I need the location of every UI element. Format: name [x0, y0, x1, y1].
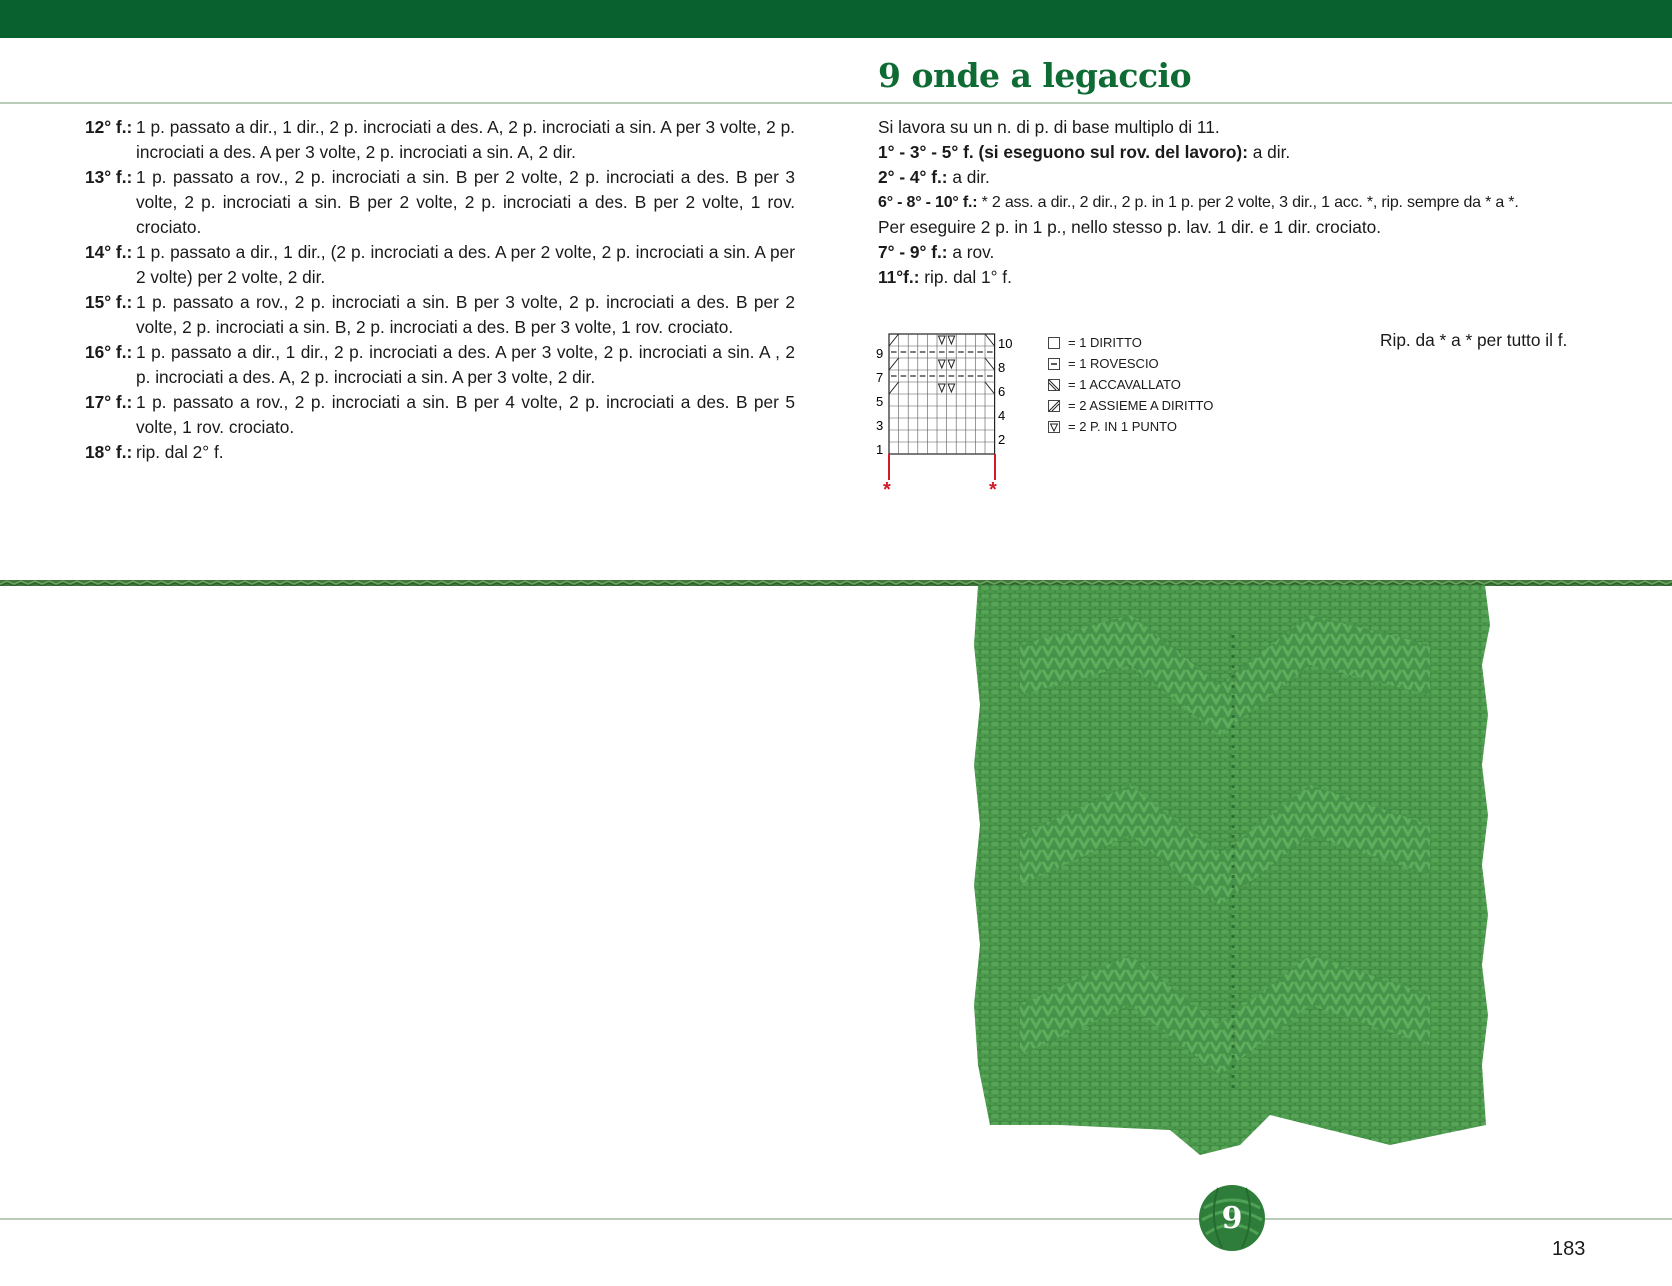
row-label: 12° f.:: [85, 117, 133, 137]
row-text: 1 p. passato a rov., 2 p. incrociati a sin. B per 2 volte, 2 p. incrociati a des. B per 3 volte, 2 p. incrociati a sin. B per 2 volte, 2 p. incrociati a des. B per 2 volte, 1 rov. crociato.: [136, 167, 795, 237]
legend-item: [1048, 332, 1213, 353]
row-text: a dir.: [1247, 142, 1291, 162]
row-label: 16° f.:: [85, 342, 133, 362]
row-text: 1 p. passato a dir., 1 dir., (2 p. incrociati a des. A per 2 volte, 2 p. incrociati a sin. A per 2 volte) per 2 volte, 2 dir.: [136, 242, 795, 287]
instruction-row: [85, 440, 795, 465]
instruction-row: [85, 290, 795, 340]
row-text: a rov.: [947, 242, 995, 262]
chart-legend: [1048, 332, 1213, 437]
knitted-swatch-image: [970, 585, 1500, 1155]
instruction-row: [85, 390, 795, 440]
legend-text: = 2 ASSIEME A DIRITTO: [1068, 398, 1214, 413]
pattern-number-badge: 9: [1221, 1200, 1243, 1236]
knitting-chart: [870, 330, 1020, 500]
chart-row-label: 1: [876, 442, 884, 457]
row-text: 1 p. passato a rov., 2 p. incrociati a sin. B per 4 volte, 2 p. incrociati a des. B per 5 volte, 1 rov. crociato.: [136, 392, 795, 437]
row-label: 14° f.:: [85, 242, 133, 262]
instruction-row: [878, 190, 1598, 215]
row-label: 13° f.:: [85, 167, 133, 187]
legend-item: [1048, 353, 1213, 374]
right-instructions: [878, 115, 1598, 290]
chart-row-label: 2: [998, 432, 1006, 447]
legend-item: [1048, 374, 1213, 395]
instruction-row: [85, 165, 795, 240]
row-label: 7° - 9° f.:: [878, 242, 948, 262]
repeat-mark: *: [883, 479, 891, 500]
instruction-row: [85, 115, 795, 165]
instruction-row: [878, 165, 1598, 190]
chart-row-label: 6: [998, 384, 1006, 399]
chart-row-label: 9: [876, 346, 884, 361]
knit-stitch-icon: [1048, 337, 1060, 349]
legend-text: = 1 DIRITTO: [1068, 335, 1142, 350]
row-text: 1 p. passato a dir., 1 dir., 2 p. incrociati a des. A, 2 p. incrociati a sin. A per 3 volte, 2 p. incrociati a des. A per 3 volte, 2 p. incrociati a sin. A, 2 dir.: [136, 117, 795, 162]
legend-text: = 2 P. IN 1 PUNTO: [1068, 419, 1177, 434]
legend-item: [1048, 395, 1213, 416]
row-text: 1 p. passato a rov., 2 p. incrociati a sin. B per 3 volte, 2 p. incrociati a des. B per 2 volte, 2 p. incrociati a sin. B, 2 p. incrociati a des. B per 3 volte, 1 rov. crociato.: [136, 292, 795, 337]
instruction-row: [85, 240, 795, 290]
row-text: * 2 ass. a dir., 2 dir., 2 p. in 1 p. per 2 volte, 3 dir., 1 acc. *, rip. sempre da * a *.: [977, 194, 1519, 211]
row-label: 6° - 8° - 10° f.:: [878, 194, 978, 211]
footer-rule: [0, 1218, 1672, 1220]
left-instructions: [85, 115, 795, 465]
legend-text: = 1 ROVESCIO: [1068, 356, 1159, 371]
k2tog-icon: [1048, 400, 1060, 412]
chart-row-label: 7: [876, 370, 884, 385]
instruction-row: [85, 340, 795, 390]
intro-text: Si lavora su un n. di p. di base multiplo di 11.: [878, 117, 1220, 137]
instruction-row: [878, 240, 1598, 265]
row-label: 18° f.:: [85, 442, 133, 462]
repeat-mark: *: [989, 479, 997, 500]
row-text: rip. dal 2° f.: [136, 442, 224, 462]
chart-row-label: 10: [998, 336, 1013, 351]
header-rule: [0, 102, 1672, 104]
slip-decrease-icon: [1048, 379, 1060, 391]
purl-stitch-icon: [1048, 358, 1060, 370]
legend-text: = 1 ACCAVALLATO: [1068, 377, 1181, 392]
repeat-note: Rip. da * a * per tutto il f.: [1380, 330, 1568, 350]
row-label: 2° - 4° f.:: [878, 167, 948, 187]
increase-triangle-icon: [1048, 421, 1060, 433]
row-label: 11°f.:: [878, 267, 920, 287]
row-label: 1° - 3° - 5° f. (si eseguono sul rov. del lavoro):: [878, 142, 1248, 162]
top-color-bar: [0, 0, 1672, 38]
chart-row-label: 4: [998, 408, 1006, 423]
instruction-row: [878, 265, 1598, 290]
legend-item: [1048, 416, 1213, 437]
pattern-title: 9 onde a legaccio: [878, 56, 1192, 95]
instruction-note: Per eseguire 2 p. in 1 p., nello stesso p. lav. 1 dir. e 1 dir. crociato.: [878, 217, 1382, 237]
row-text: rip. dal 1° f.: [919, 267, 1012, 287]
instruction-row: [878, 140, 1598, 165]
row-label: 15° f.:: [85, 292, 133, 312]
page-number: 183: [1552, 1238, 1586, 1260]
chart-row-label: 3: [876, 418, 884, 433]
chart-row-label: 8: [998, 360, 1006, 375]
chart-row-label: 5: [876, 394, 884, 409]
row-text: 1 p. passato a dir., 1 dir., 2 p. incrociati a des. A per 3 volte, 2 p. incrociati a sin. A , 2 p. incrociati a des. A, 2 p. incrociati a sin. A per 3 volte, 2 dir.: [136, 342, 795, 387]
row-text: a dir.: [947, 167, 990, 187]
row-label: 17° f.:: [85, 392, 133, 412]
